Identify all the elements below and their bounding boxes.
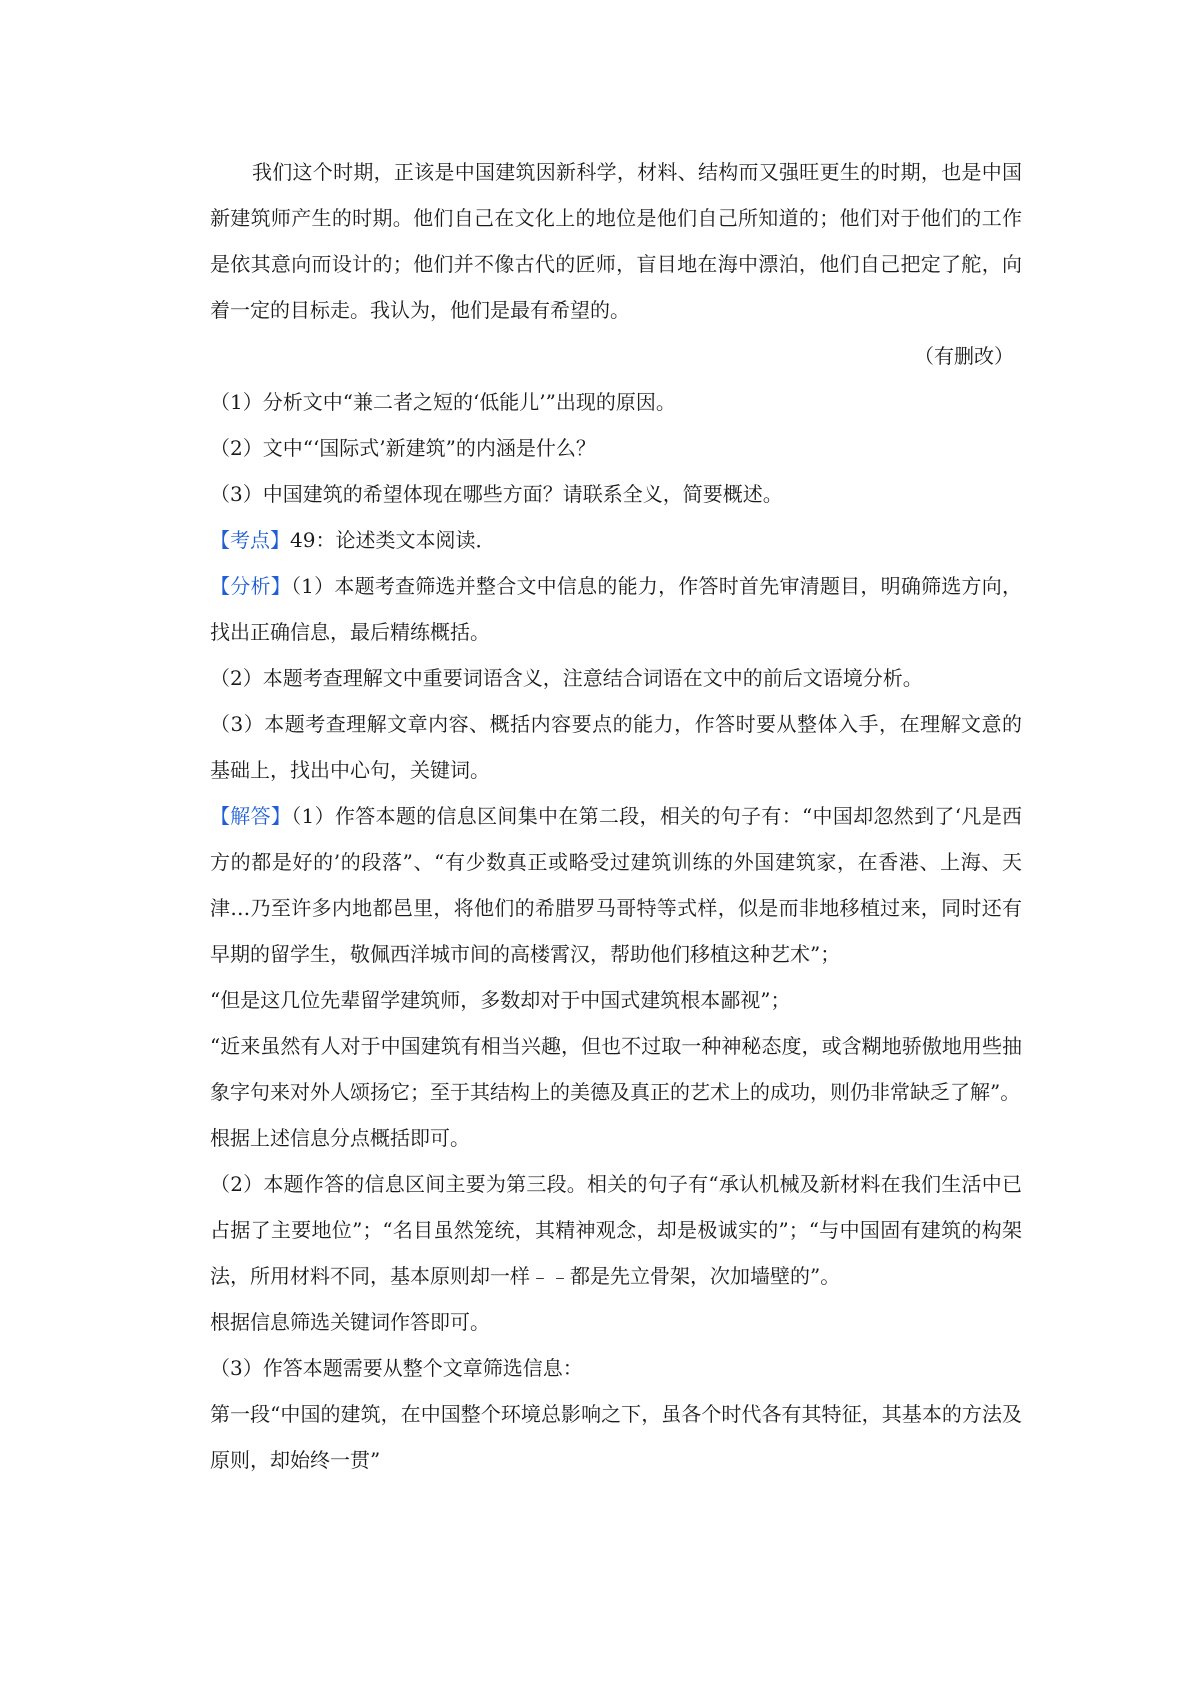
source-note: （有删改）: [914, 344, 1014, 368]
jieda-line-6: 根据信息筛选关键词作答即可。: [210, 1310, 490, 1334]
fenxi-line-2: （2）本题考查理解文中重要词语含义，注意结合词语在文中的前后文语境分析。: [210, 666, 923, 690]
jieda-line-2: “但是这几位先辈留学建筑师，多数却对于中国式建筑根本鄙视”；: [210, 988, 791, 1012]
question-3: （3）中国建筑的希望体现在哪些方面？请联系全义，简要概述。: [210, 482, 783, 506]
document-body: [210, 149, 1022, 1483]
passage-paragraph: 我们这个时期，正该是中国建筑因新科学，材料、结构而又强旺更生的时期，也是中国新建筑师产生的时期。他们自己在文化上的地位是他们自己所知道的；他们对于他们的工作是依其意向而设计的；他们并不像古代的匠师，盲目地在海中漂泊，他们自己把定了舵，向着一定的目标走。我认为，他们是最有希望的。: [210, 160, 1022, 322]
question-1: （1）分析文中“兼二者之短的‘低能儿’”出现的原因。: [210, 390, 676, 414]
jieda-line-8: 第一段“中国的建筑，在中国整个环境总影响之下，虽各个时代各有其特征，其基本的方法及原则，却始终一贯”: [210, 1402, 1022, 1472]
kaodian-tag: 【考点】: [210, 528, 290, 552]
jieda-tag: 【解答】: [210, 804, 292, 828]
fenxi-line-3: （3）本题考查理解文章内容、概括内容要点的能力，作答时要从整体入手，在理解文意的基础上，找出中心句，关键词。: [210, 712, 1022, 782]
jieda-line-4: 根据上述信息分点概括即可。: [210, 1126, 470, 1150]
jieda-line-5: （2）本题作答的信息区间主要为第三段。相关的句子有“承认机械及新材料在我们生活中已占据了主要地位”；“名目虽然笼统，其精神观念，却是极诚实的”；“与中国固有建筑的构架法，所用材料不同，基本原则却一样﹣﹣都是先立骨架，次加墙壁的”。: [210, 1172, 1022, 1288]
jieda-line-3: “近来虽然有人对于中国建筑有相当兴趣，但也不过取一种神秘态度，或含糊地骄傲地用些抽象字句来对外人颂扬它；至于其结构上的美德及真正的艺术上的成功，则仍非常缺乏了解”。: [210, 1034, 1022, 1104]
fenxi-line-1: [210, 563, 1022, 655]
jieda-line-1: [210, 793, 1022, 977]
fenxi-tag: 【分析】: [210, 574, 291, 598]
jieda-text-1: （1）作答本题的信息区间集中在第二段，相关的句子有：“中国却忽然到了‘凡是西方的都是好的’的段落”、“有少数真正或略受过建筑训练的外国建筑家，在香港、上海、天津…乃至许多内地都邑里，将他们的希腊罗马哥特等式样，似是而非地移植过来，同时还有早期的留学生，敬佩西洋城市间的高楼霄汉，帮助他们移植这种艺术”；: [210, 804, 1023, 966]
kaodian-line: [210, 517, 1022, 563]
question-2: （2）文中“‘国际式’新建筑”的内涵是什么？: [210, 436, 596, 460]
fenxi-text-1: （1）本题考查筛选并整合文中信息的能力，作答时首先审清题目，明确筛选方向，找出正确信息，最后精练概括。: [210, 574, 1023, 644]
kaodian-text: 49：论述类文本阅读．: [290, 528, 496, 552]
jieda-line-7: （3）作答本题需要从整个文章筛选信息：: [210, 1356, 583, 1380]
